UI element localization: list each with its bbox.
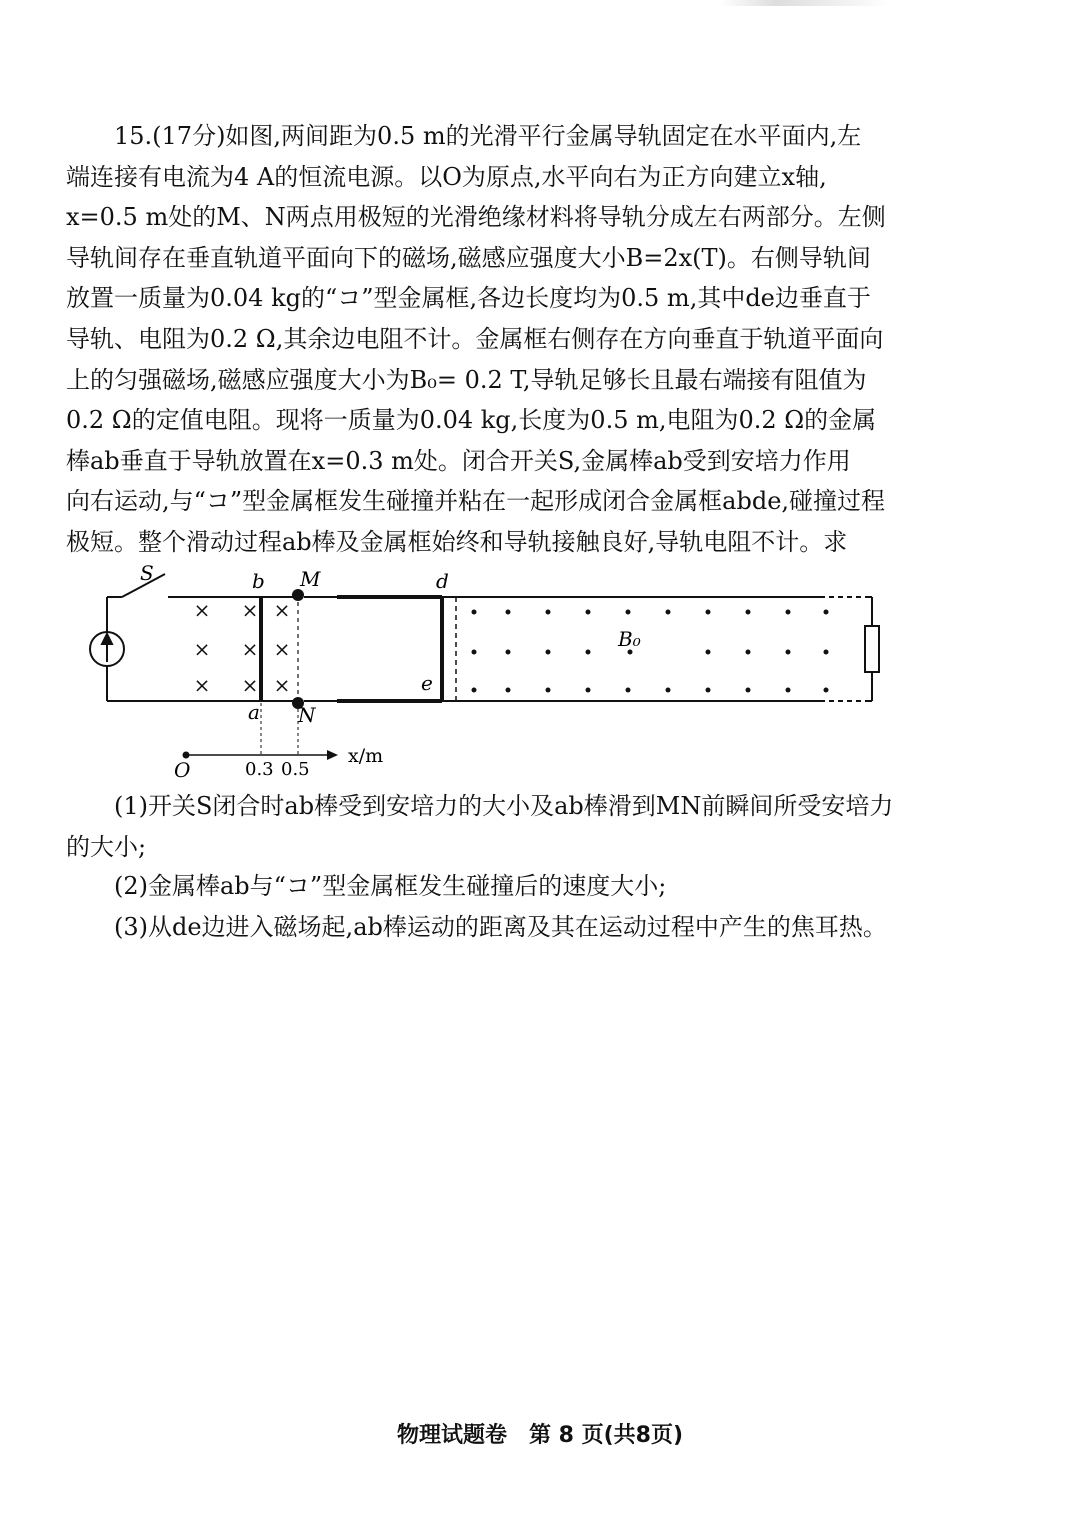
label-e: e [421, 671, 433, 695]
svg-text:×: × [273, 673, 291, 697]
questions-2 [66, 866, 916, 907]
field-into-page [194, 598, 291, 697]
question-3: (3)从de边进入磁场起,ab棒运动的距离及其在运动过程中产生的焦耳热。 [114, 913, 887, 941]
question-2: (2)金属棒ab与“コ”型金属框发生碰撞后的速度大小; [114, 872, 667, 900]
svg-text:×: × [193, 598, 211, 622]
problem-line: 上的匀强磁场,磁感应强度大小为B₀= 0.2 T,导轨足够长且最右端接有阻值为 [66, 365, 867, 394]
problem-line: 极短。整个滑动过程ab棒及金属框始终和导轨接触良好,导轨电阻不计。求 [66, 527, 848, 556]
svg-text:×: × [241, 598, 259, 622]
switch-s [107, 574, 298, 597]
questions-3 [66, 907, 916, 948]
svg-text:×: × [193, 673, 211, 697]
problem-statement [66, 116, 916, 563]
label-origin: O [174, 758, 191, 782]
label-m: M [300, 567, 321, 591]
problem-line: 向右运动,与“コ”型金属框发生碰撞并粘在一起形成闭合金属框abde,碰撞过程 [66, 487, 886, 516]
field-out-of-page [472, 610, 829, 693]
tick-0-3: 0.3 [245, 759, 274, 780]
problem-line: 端连接有电流为4 A的恒流电源。以O为原点,水平向右为正方向建立x轴, [66, 162, 827, 191]
resistor [865, 626, 879, 672]
problem-line: x=0.5 m处的M、N两点用极短的光滑绝缘材料将导轨分成左右两部分。左侧 [66, 203, 886, 232]
axis-label: x/m [348, 745, 384, 767]
problem-line: 棒ab垂直于导轨放置在x=0.3 m处。闭合开关S,金属棒ab受到安培力作用 [66, 446, 851, 475]
problem-line: 0.2 Ω的定值电阻。现将一质量为0.04 kg,长度为0.5 m,电阻为0.2 Ω的金属 [66, 406, 877, 435]
label-n: N [298, 703, 316, 727]
tick-0-5: 0.5 [281, 759, 310, 780]
question-1: (1)开关S闭合时ab棒受到安培力的大小及ab棒滑到MN前瞬间所受安培力的大小; [66, 792, 894, 861]
label-b0: B₀ [618, 627, 641, 651]
svg-text:×: × [241, 673, 259, 697]
label-switch: S [140, 562, 154, 585]
problem-line: 导轨、电阻为0.2 Ω,其余边电阻不计。金属框右侧存在方向垂直于轨道平面向 [66, 324, 884, 353]
problem-line: 放置一质量为0.04 kg的“コ”型金属框,各边长度均为0.5 m,其中de边垂直于 [66, 284, 871, 313]
problem-line: 导轨间存在垂直轨道平面向下的磁场,磁感应强度大小B=2x(T)。右侧导轨间 [66, 243, 871, 272]
svg-text:×: × [241, 637, 259, 661]
label-a: a [248, 700, 260, 724]
svg-text:×: × [273, 637, 291, 661]
scan-artifact [720, 0, 890, 6]
current-source [90, 597, 124, 701]
problem-line: 15.(17分)如图,两间距为0.5 m的光滑平行金属导轨固定在水平面内,左 [114, 122, 862, 150]
label-b: b [252, 569, 265, 593]
svg-text:×: × [193, 637, 211, 661]
circuit-diagram [80, 562, 900, 792]
circuit-svg [80, 562, 900, 792]
svg-text:×: × [273, 598, 291, 622]
questions [66, 786, 916, 867]
page-footer: 物理试题卷 第 8 页(共8页) [396, 1423, 684, 1448]
label-d: d [436, 569, 449, 593]
